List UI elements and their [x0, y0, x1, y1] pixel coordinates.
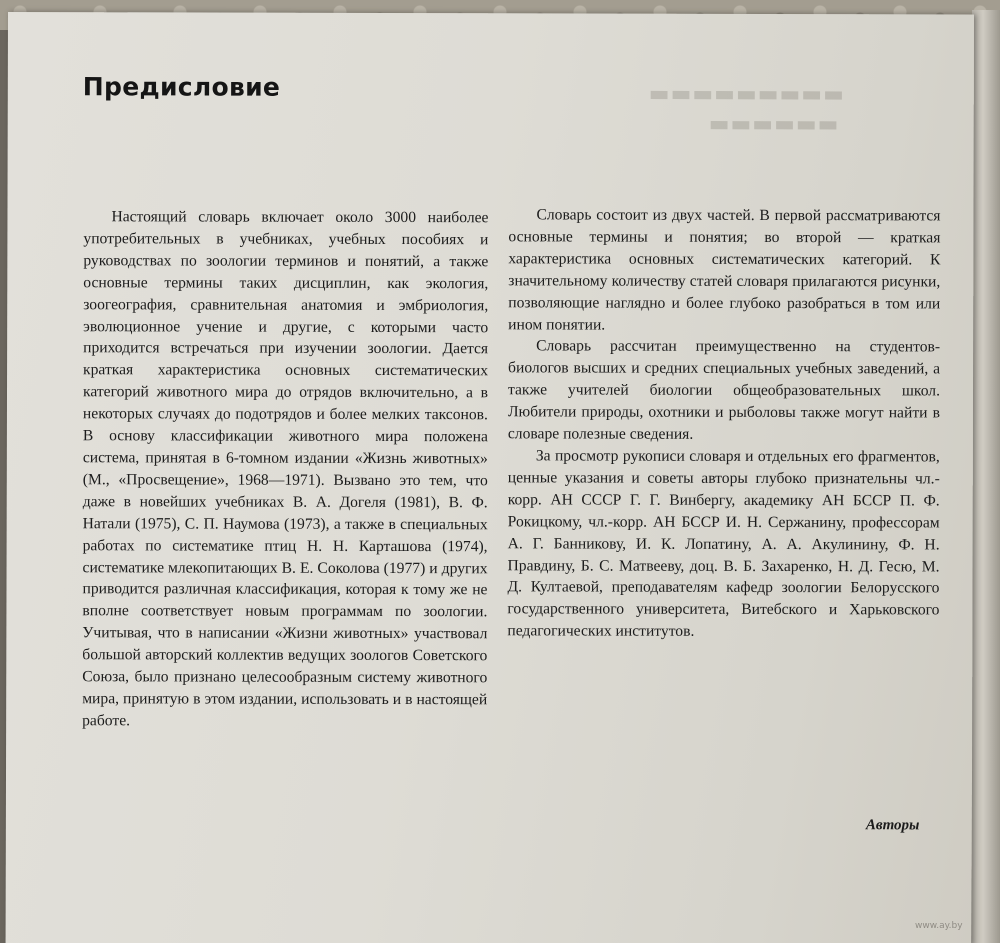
watermark: www.ay.by [915, 921, 963, 931]
bleed-through-text-decoration: ▬▬▬▬▬▬▬▬▬ [647, 81, 844, 108]
bleed-through-text-decoration-2: ▬▬▬▬▬▬ [707, 111, 839, 138]
paragraph: Словарь состоит из двух частей. В первой рассматриваются основные термины и понятия; во второй — краткая характеристика основных систематических категорий. К значительному количеству статей словаря прилагаются рисунки, позволяющие наглядно и более глубоко разобраться в том или ином понятии. [508, 206, 941, 334]
page-title: Предисловие [82, 72, 281, 102]
paragraph: Словарь рассчитан преимущественно на студентов-биологов высших и средних специальных учебных заведений, а также учителей биологии общеобразовательных школ. Любители природы, охотники и рыболовы также могут найти в словаре полезные сведения. [507, 337, 941, 443]
paragraph: За просмотр рукописи словаря и отдельных его фрагментов, ценные указания и советы авторы глубоко признательны чл.-корр. АН СССР Г. Г. Винбергу, академику АН БССР П. Ф. Рокицкому, чл.-корр. АН БССР И. Н. Сержанину, профессорам А. Г. Банникову, И. К. Лопатину, А. А. Акулинину, Ф. Н. Правдину, Б. С. Матвееву, доц. В. Б. Захаренко, Н. Д. Гесю, М. Д. Култаевой, преподавателям кафедр зоологии Белорусского государственного университета, Витебского и Харьковского педагогических институтов. [507, 447, 940, 641]
book-page [6, 12, 974, 943]
author-signature: Авторы [865, 817, 920, 834]
paragraph: Настоящий словарь включает около 3000 наиболее употребительных в учебниках, учебных пособиях и руководствах по зоологии терминов и понятий, а также основные термины таких дисциплин, как экология, зоогеография, сравнительная анатомия и эмбриология, эволюционное учение и другие, с которыми часто приходится встречаться при изучении зоологии. Дается краткая характеристика основных систематических категорий животного мира до отрядов включительно, а в некоторых случаях до подотрядов и более мелких таксонов. В основу классификации животного мира положена система, принятая в 6-томном издании «Жизнь животных» (М., «Просвещение», 1968—1971). Вызвано это тем, что даже в новейших учебниках В. А. Догеля (1981), В. Ф. Натали (1975), С. П. Наумова (1973), а также в специальных работах по систематике птиц Н. Н. Карташова (1974), систематике млекопитающих В. Е. Соколова (1977) и других приводится различная классификация, которая к тому же не вполне соответствует новым программам по зоологии. Учитывая, что в написании «Жизни животных» участвовал большой авторский коллектив ведущих зоологов Советского Союза, было признано целесообразным систему животного мира, принятую в этом издании, использовать и в настоящей работе. [82, 208, 489, 730]
right-text-column [507, 204, 940, 643]
left-text-column [82, 206, 488, 733]
page-stack-edge [972, 10, 1000, 943]
